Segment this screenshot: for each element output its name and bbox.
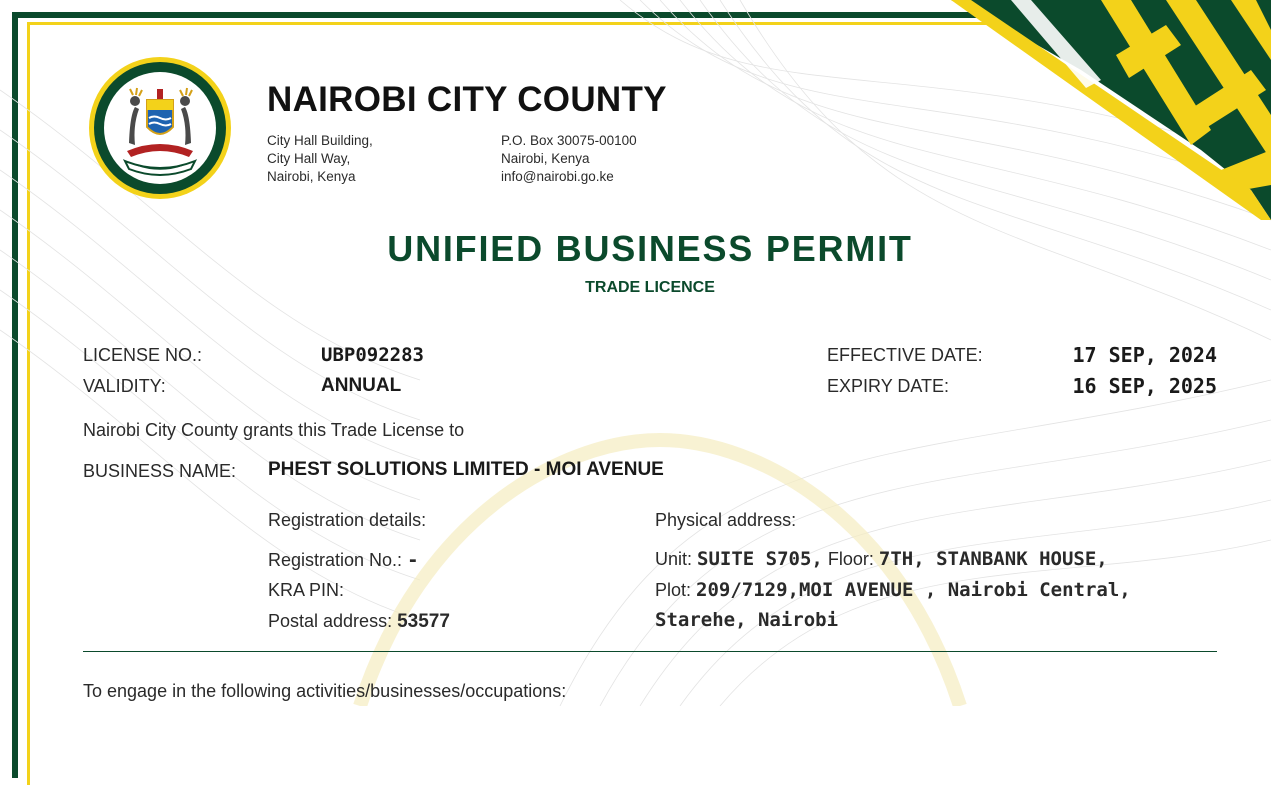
registration-heading: Registration details: xyxy=(268,510,427,530)
county-seal xyxy=(87,55,233,201)
address-line: P.O. Box 30075-00100 xyxy=(501,133,637,148)
registration-no-row xyxy=(268,549,419,571)
unit-label: Unit: xyxy=(655,549,693,569)
address-left xyxy=(267,132,373,186)
license-no-label: LICENSE NO.: xyxy=(83,345,203,365)
section-divider xyxy=(83,651,1217,652)
permit-title: UNIFIED BUSINESS PERMIT xyxy=(387,228,913,269)
physical-address-heading: Physical address: xyxy=(655,510,797,530)
address-line: Nairobi, Kenya xyxy=(267,169,356,184)
address-right xyxy=(501,132,637,186)
plot-label: Plot: xyxy=(655,580,692,600)
registration-no-value: - xyxy=(407,549,419,571)
address-line: City Hall Way, xyxy=(267,151,351,166)
plot-row xyxy=(655,579,1131,601)
floor-value: 7TH, STANBANK HOUSE, xyxy=(878,548,1108,570)
business-name-label: BUSINESS NAME: xyxy=(83,461,237,481)
corner-ornament xyxy=(951,0,1271,220)
email-link[interactable]: info@nairobi.go.ke xyxy=(501,169,614,184)
business-name-value: PHEST SOLUTIONS LIMITED - MOI AVENUE xyxy=(268,459,664,480)
unit-value: SUITE S705, xyxy=(697,548,823,570)
activities-text: To engage in the following activities/businesses/occupations: xyxy=(83,681,567,701)
validity-value: ANNUAL xyxy=(321,375,402,396)
unit-floor-row xyxy=(655,548,1108,570)
plot-value: 209/7129,MOI AVENUE , Nairobi Central, xyxy=(696,579,1131,601)
effective-date-label: EFFECTIVE DATE: xyxy=(827,345,983,365)
kra-pin-row xyxy=(268,580,344,601)
expiry-date-label: EXPIRY DATE: xyxy=(827,376,950,396)
effective-date-value: 17 SEP, 2024 xyxy=(1072,343,1217,367)
permit-subtitle: TRADE LICENCE xyxy=(585,279,715,296)
address-line: Nairobi, Kenya xyxy=(501,151,590,166)
postal-address-value: 53577 xyxy=(397,611,450,632)
grant-text: Nairobi City County grants this Trade License to xyxy=(83,420,465,440)
postal-address-label: Postal address: xyxy=(268,611,393,631)
floor-label: Floor: xyxy=(827,549,874,569)
license-no-value: UBP092283 xyxy=(321,344,424,366)
physical-address-line3: Starehe, Nairobi xyxy=(655,609,839,631)
registration-no-label: Registration No.: xyxy=(268,550,403,570)
address-line: City Hall Building, xyxy=(267,133,373,148)
postal-address-row xyxy=(268,611,450,633)
kra-pin-label: KRA PIN: xyxy=(268,580,345,600)
county-name: NAIROBI CITY COUNTY xyxy=(267,80,667,119)
expiry-date-value: 16 SEP, 2025 xyxy=(1072,374,1217,398)
validity-label: VALIDITY: xyxy=(83,376,166,396)
